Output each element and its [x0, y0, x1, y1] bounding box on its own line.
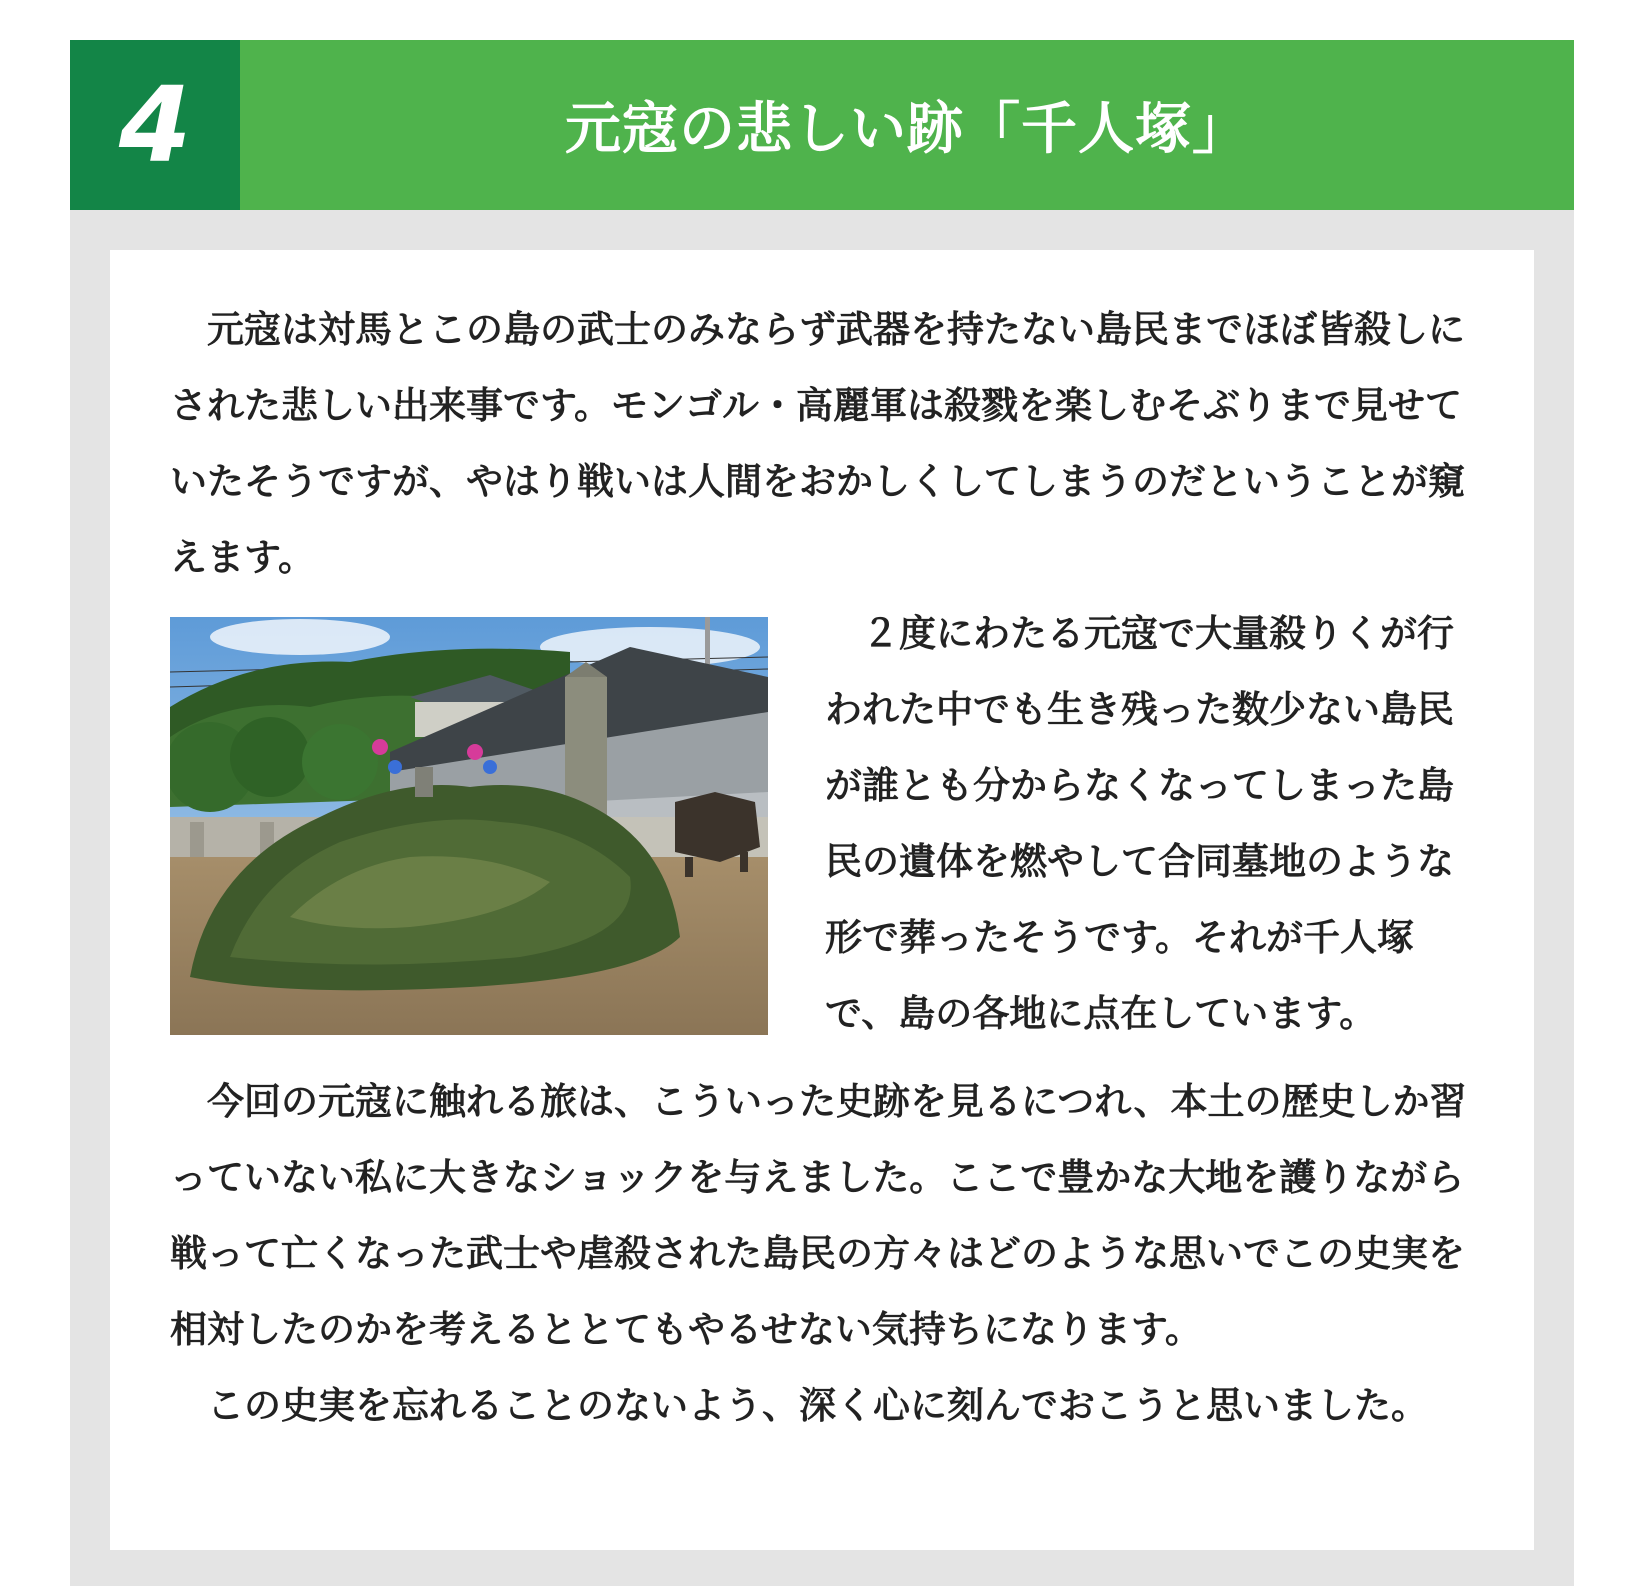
senninzuka-photo [170, 617, 768, 1035]
closing-section [170, 1064, 1474, 1444]
content-card [110, 250, 1534, 1550]
section-title: 元寇の悲しい跡「千人塚」 [565, 97, 1249, 162]
paragraph-intro: 元寇は対馬とこの島の武士のみならず武器を持たない島民までほぼ皆殺しにされた悲しい出来事です。モンゴル・高麗軍は殺戮を楽しむそぶりまで見せていたそうですが、やはり戦いは人間をおかしくしてしまうのだということが窺えます。 [170, 308, 1465, 579]
paragraph-senninzuka: ２度にわたる元寇で大量殺りくが行われた中でも生き残った数少ない島民が誰とも分からなくなってしまった島民の遺体を燃やして合同墓地のような形で葬ったそうです。それが千人塚で、島の各地に点在しています。 [825, 612, 1454, 1035]
section-number: 4 [70, 40, 240, 210]
paragraph-closing: この史実を忘れることのないよう、深く心に刻んでおこうと思いました。 [207, 1384, 1428, 1427]
content-panel [70, 210, 1574, 1586]
paragraph-reflection: 今回の元寇に触れる旅は、こういった史跡を見るにつれ、本土の歴史しか習っていない私に大きなショックを与えました。ここで豊かな大地を護りながら戦って亡くなった武士や虐殺された島民の方々はどのような思いでこの史実を相対したのかを考えるととてもやるせない気持ちになります。 [170, 1080, 1467, 1351]
section-header [70, 40, 1574, 210]
